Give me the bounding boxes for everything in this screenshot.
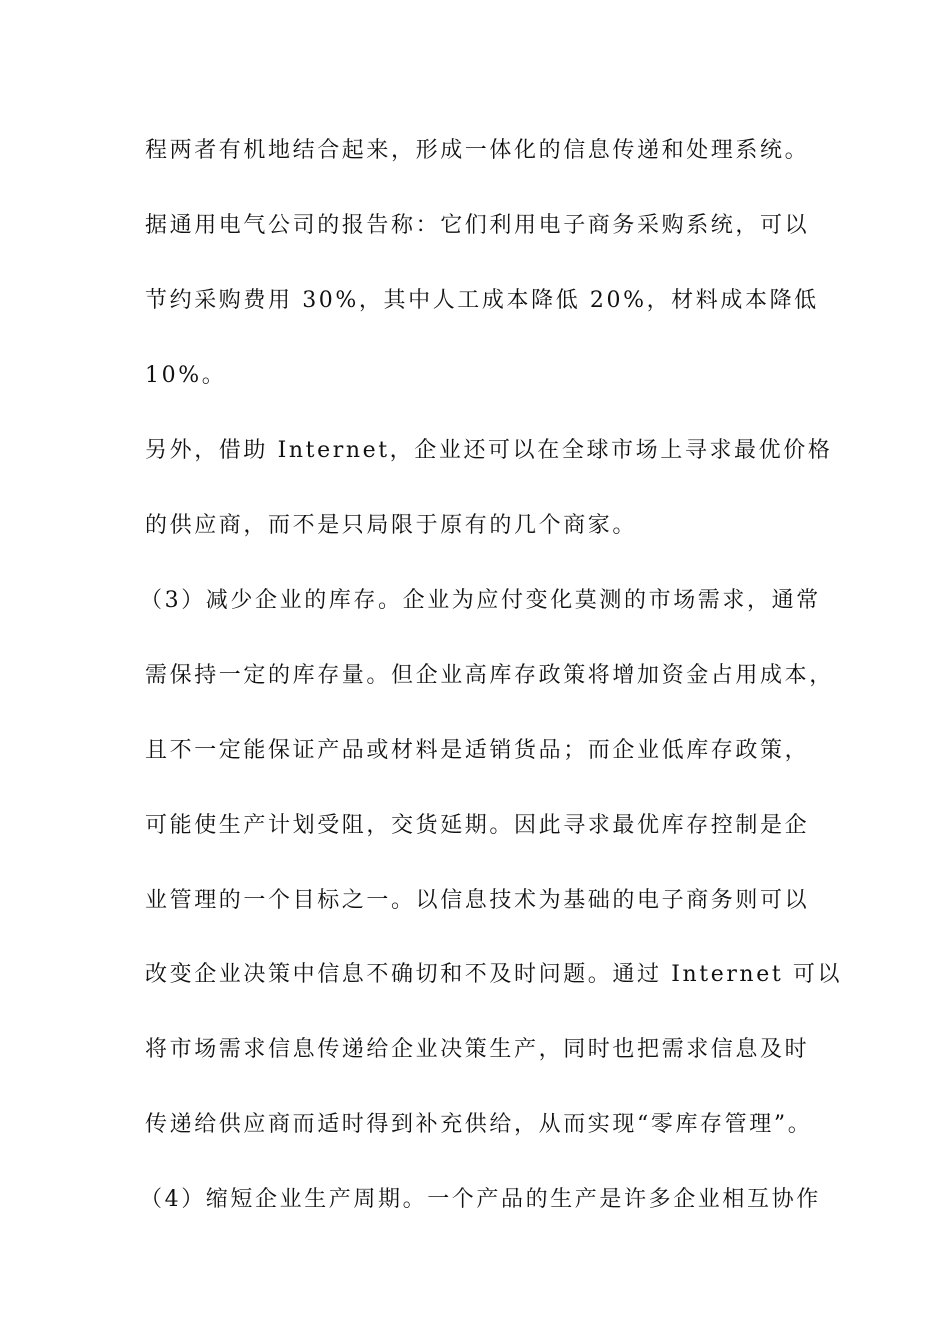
text-line: 且不一定能保证产品或材料是适销货品；而企业低库存政策， [145,738,810,763]
text-line: 可能使生产计划受阻，交货延期。因此寻求最优库存控制是企 [145,813,810,838]
text-line: 10%。 [145,363,227,388]
text-line: 程两者有机地结合起来，形成一体化的信息传递和处理系统。 [145,138,810,163]
text-line: 将市场需求信息传递给企业决策生产，同时也把需求信息及时 [145,1037,810,1062]
text-line: （4）缩短企业生产周期。一个产品的生产是许多企业相互协作 [140,1187,821,1212]
text-line: 改变企业决策中信息不确切和不及时问题。通过 Internet 可以 [145,962,843,987]
text-line: 据通用电气公司的报告称：它们利用电子商务采购系统，可以 [145,213,810,238]
text-line: 的供应商，而不是只局限于原有的几个商家。 [145,513,638,538]
text-line: 节约采购费用 30%，其中人工成本降低 20%，材料成本降低 [145,288,819,313]
text-line: 需保持一定的库存量。但企业高库存政策将增加资金占用成本， [145,663,834,688]
text-line: 传递给供应商而适时得到补充供给，从而实现“零库存管理”。 [145,1112,813,1137]
text-line: 另外，借助 Internet，企业还可以在全球市场上寻求最优价格 [145,438,833,463]
text-line: （3）减少企业的库存。企业为应付变化莫测的市场需求，通常 [140,588,821,613]
text-line: 业管理的一个目标之一。以信息技术为基础的电子商务则可以 [145,888,810,913]
